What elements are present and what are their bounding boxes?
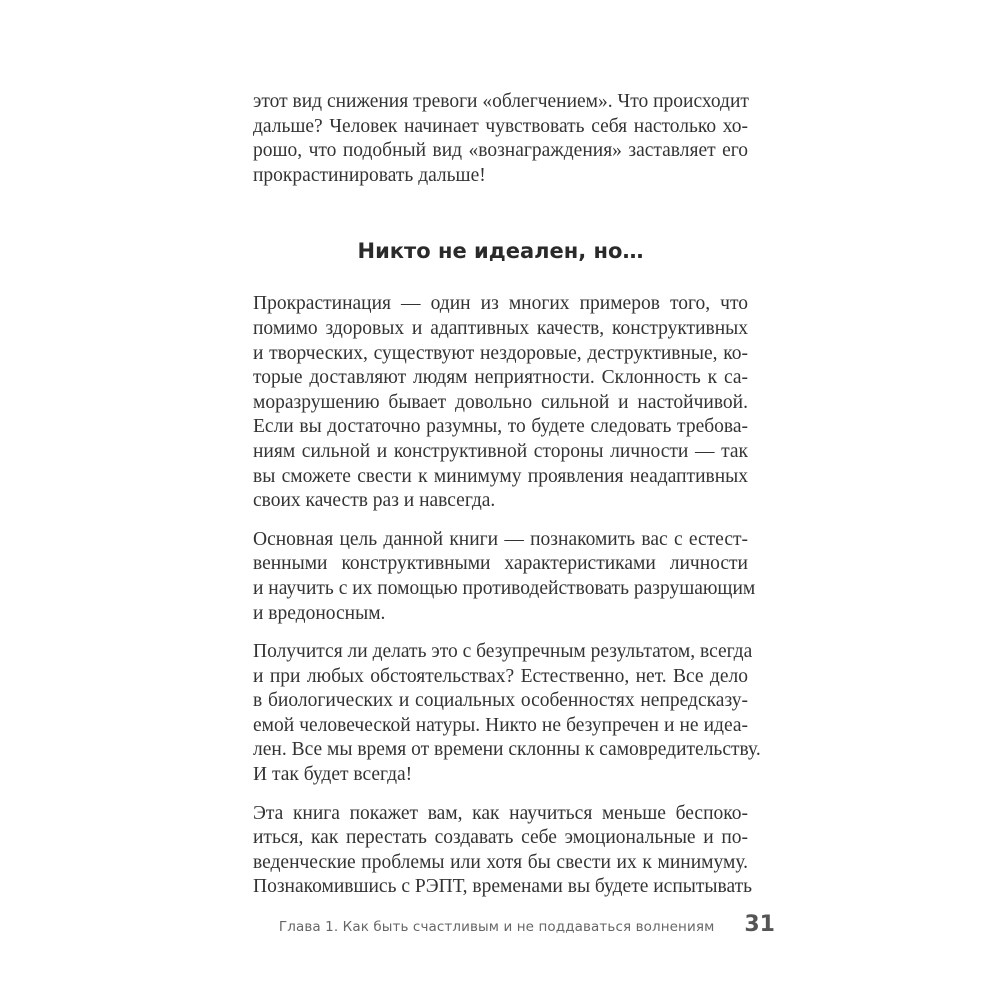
paragraph — [253, 528, 756, 626]
text-line: Познакомившись с РЭПТ, временами вы будете испытывать — [253, 876, 753, 898]
text-line: рошо, что подобный вид «вознаграждения» заставляет его — [253, 140, 748, 162]
book-page-body — [253, 90, 761, 914]
text-line: И так будет всегда! — [253, 764, 413, 786]
section-heading: Никто не идеален, но… — [357, 239, 644, 264]
section-text — [253, 292, 761, 900]
text-line: Прокрастинация — один из многих примеров того, что — [253, 293, 748, 315]
text-line: прокрастинировать дальше! — [253, 164, 486, 186]
paragraph — [253, 90, 748, 188]
text-line: иться, как перестать создавать себе эмоциональные и по- — [253, 827, 748, 849]
text-line: этот вид снижения тревоги «облегчением». Что происходит — [253, 91, 749, 112]
text-line: Основная цель данной книги — познакомить вас с естест- — [253, 528, 748, 550]
text-line: и научить с их помощью противодействовать разрушающим — [253, 577, 756, 599]
text-line: и при любых обстоятельствах? Естественно, нет. Все дело — [253, 665, 748, 687]
text-line: и творческих, существуют нездоровые, деструктивные, ко- — [253, 342, 748, 364]
running-title: Глава 1. Как быть счастливым и не поддаваться волнениям — [278, 919, 715, 935]
text-line: венными конструктивными характеристиками личности — [253, 553, 748, 575]
text-line: моразрушению бывает довольно сильной и настойчивой. — [253, 391, 748, 413]
paragraph — [253, 802, 753, 900]
text-line: Эта книга покажет вам, как научиться меньше беспоко- — [253, 802, 748, 824]
page-number: 31 — [744, 912, 775, 937]
text-line: Получится ли делать это с безупречным результатом, всегда — [253, 641, 753, 663]
text-line: дальше? Человек начинает чувствовать себя настолько хо- — [253, 115, 748, 137]
text-line: Если вы достаточно разумны, то будете следовать требова- — [253, 416, 748, 438]
page-footer — [253, 912, 775, 937]
paragraph — [253, 292, 748, 513]
paragraph — [253, 640, 761, 788]
text-line: и вредоносным. — [253, 602, 386, 624]
text-line: вы сможете свести к минимуму проявления неадаптивных — [253, 465, 748, 487]
intro-text — [253, 90, 748, 188]
text-line: своих качеств раз и навсегда. — [253, 490, 496, 512]
text-line: в биологических и социальных особенностях непредсказу- — [253, 690, 748, 712]
text-line: веденческие проблемы или хотя бы свести их к минимуму. — [253, 851, 748, 873]
text-line: торые доставляют людям неприятности. Склонность к са- — [253, 367, 748, 389]
text-line: лен. Все мы время от времени склонны к самовредительству. — [253, 739, 761, 761]
text-line: ниям сильной и конструктивной стороны личности — так — [253, 440, 748, 462]
text-line: емой человеческой натуры. Никто не безупречен и не идеа- — [253, 714, 748, 736]
text-line: помимо здоровых и адаптивных качеств, конструктивных — [253, 317, 748, 339]
